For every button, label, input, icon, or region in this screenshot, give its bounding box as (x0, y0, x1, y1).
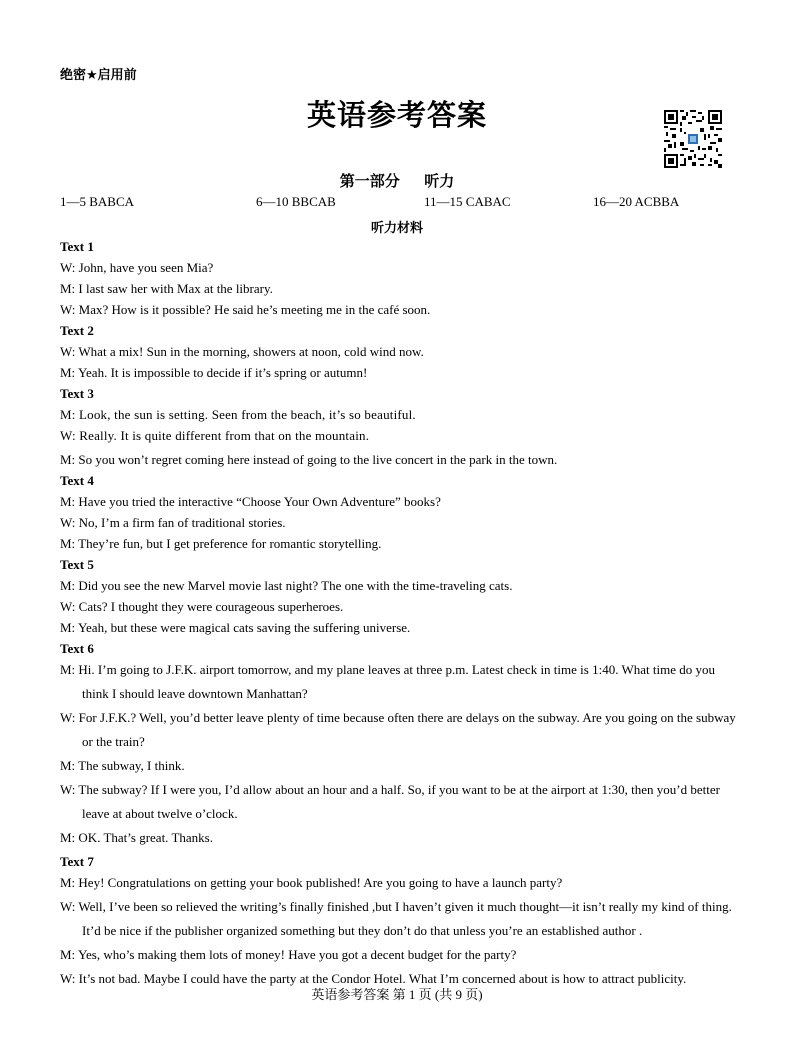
answer-group: 6—10 BBCAB (256, 194, 336, 209)
text-label: Text 4 (60, 473, 94, 488)
dialogue-line: M: I last saw her with Max at the library. (60, 281, 273, 296)
dialogue-line: W: It’s not bad. Maybe I could have the party at the Condor Hotel. What I’m concerned about is how to attract publicity. (60, 971, 687, 986)
qr-code-icon (664, 110, 722, 168)
text-label: Text 7 (60, 854, 94, 869)
dialogue-line: W: John, have you seen Mia? (60, 260, 214, 275)
dialogue-line: W: Really. It is quite different from that on the mountain. (60, 428, 370, 443)
dialogue-line: W: No, I’m a firm fan of traditional stories. (60, 515, 286, 530)
dialogue-line: W: For J.F.K.? Well, you’d better leave plenty of time because often there are delays on the subway. Are you going on the subway or the train? (60, 710, 736, 749)
secret-label: 绝密★启用前 (60, 68, 137, 83)
section-part: 第一部分 (339, 172, 400, 190)
dialogue-line: M: Hi. I’m going to J.F.K. airport tomorrow, and my plane leaves at three p.m. Latest check in time is 1:40. What time do you think I should leave downtown Manhattan? (60, 662, 715, 701)
dialogue-line: W: Max? How is it possible? He said he’s meeting me in the café soon. (60, 302, 431, 317)
text-label: Text 6 (60, 641, 94, 656)
section-name: 听力 (424, 172, 455, 190)
text-label: Text 2 (60, 323, 94, 338)
dialogue-line: M: Have you tried the interactive “Choose Your Own Adventure” books? (60, 494, 441, 509)
answer-group: 11—15 CABAC (424, 194, 511, 209)
dialogue-line: M: The subway, I think. (60, 758, 185, 773)
text-label: Text 5 (60, 557, 94, 572)
section-title (0, 170, 794, 191)
dialogue-line: W: What a mix! Sun in the morning, showers at noon, cold wind now. (60, 344, 424, 359)
answer-group: 16—20 ACBBA (593, 194, 680, 209)
text-label: Text 1 (60, 239, 94, 254)
dialogue-line: M: Did you see the new Marvel movie last night? The one with the time-traveling cats. (60, 578, 513, 593)
dialogue-line: M: Yes, who’s making them lots of money! Have you got a decent budget for the party? (60, 947, 517, 962)
dialogue-line: M: Yeah. It is impossible to decide if it’s spring or autumn! (60, 365, 368, 380)
dialogue-line: M: So you won’t regret coming here instead of going to the live concert in the park in the town. (60, 452, 558, 467)
dialogue-line: W: Cats? I thought they were courageous superheroes. (60, 599, 344, 614)
dialogue-line: M: They’re fun, but I get preference for romantic storytelling. (60, 536, 382, 551)
page-footer: 英语参考答案 第 1 页 (共 9 页) (311, 987, 483, 1002)
materials-heading: 听力材料 (370, 221, 423, 236)
dialogue-line: M: OK. That’s great. Thanks. (60, 830, 213, 845)
answer-key-row (0, 194, 794, 210)
dialogue-line: W: The subway? If I were you, I’d allow about an hour and a half. So, if you want to be at the airport at 1:30, then you’d better leave at about twelve o’clock. (60, 782, 720, 821)
answer-group: 1—5 BABCA (60, 194, 135, 209)
page-title: 英语参考答案 (306, 98, 487, 132)
dialogue-line: M: Look, the sun is setting. Seen from the beach, it’s so beautiful. (60, 407, 416, 422)
dialogue-line: M: Hey! Congratulations on getting your book published! Are you going to have a launch party? (60, 875, 563, 890)
listening-transcript (60, 235, 740, 991)
text-label: Text 3 (60, 386, 94, 401)
dialogue-line: W: Well, I’ve been so relieved the writing’s finally finished ,but I haven’t given it much thought—it isn’t really my kind of thing. It’d be nice if the publisher organized something but they don’t do that unless you’re an established author . (60, 899, 732, 938)
dialogue-line: M: Yeah, but these were magical cats saving the suffering universe. (60, 620, 411, 635)
